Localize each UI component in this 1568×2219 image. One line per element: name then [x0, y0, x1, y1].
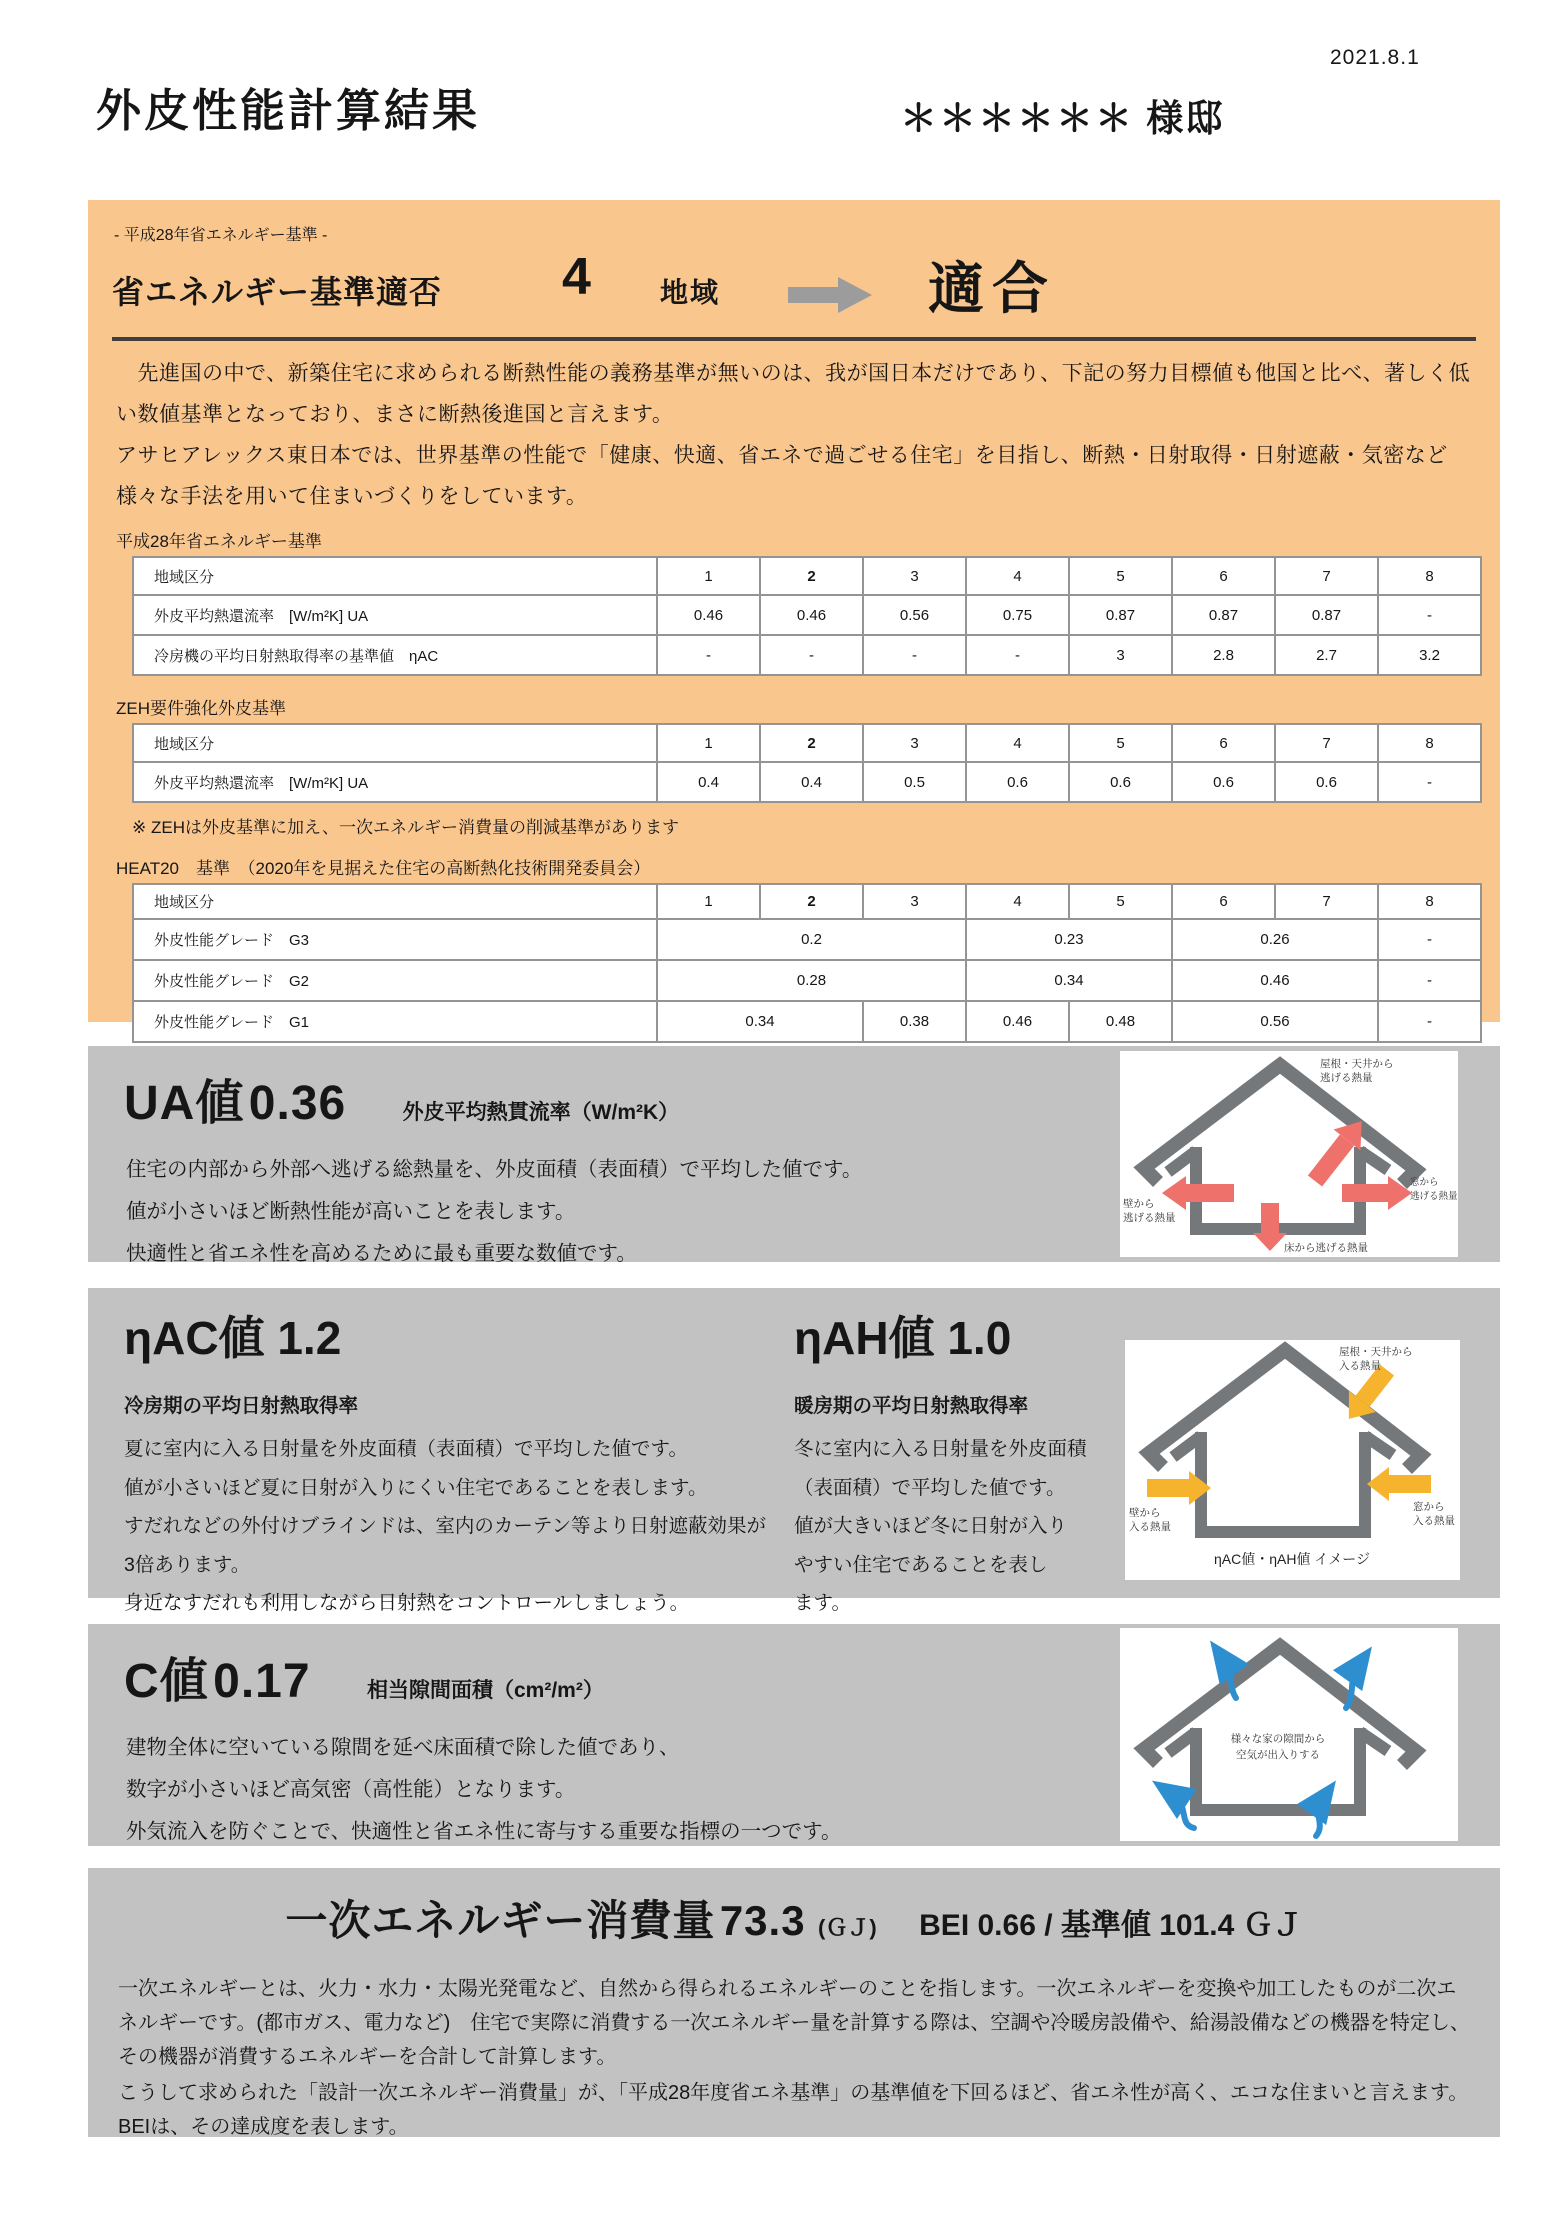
region-cell: 3: [863, 724, 966, 762]
region-cell: 5: [1069, 724, 1172, 762]
value-cell: -: [966, 635, 1069, 675]
eta-ah-desc-line: やすい住宅であることを表し: [794, 1553, 1048, 1576]
ua-desc-line: 快適性と省エネ性を高めるために最も重要な数値です。: [126, 1242, 637, 1265]
eta-ac-desc-line: 身近なすだれも利用しながら日射熱をコントロールしましょう。: [124, 1592, 690, 1614]
house-heat-loss-illustration: [1120, 1051, 1458, 1257]
value-cell: 0.34: [657, 1001, 863, 1042]
c-title: C値: [124, 1655, 209, 1708]
eta-ac-desc-line: 3倍あります。: [124, 1553, 251, 1576]
region-cell: 2: [760, 884, 863, 919]
table-row: [133, 635, 1481, 675]
row-label-cell: 外皮性能グレード G3: [133, 919, 657, 960]
value-cell: 2.7: [1275, 635, 1378, 675]
value-cell: -: [1378, 762, 1481, 802]
standards-panel: [88, 200, 1500, 1031]
region-cell: 4: [966, 884, 1069, 919]
table-row: [133, 919, 1481, 960]
region-cell: 5: [1069, 557, 1172, 595]
zeh-table-label: ZEH要件強化外皮基準: [116, 699, 286, 718]
table-row: [133, 960, 1481, 1001]
value-cell: 0.48: [1069, 1001, 1172, 1042]
region-cell: 2: [760, 557, 863, 595]
region-cell: 8: [1378, 557, 1481, 595]
table-row: [133, 557, 1481, 595]
value-cell: 0.6: [1069, 762, 1172, 802]
value-cell: 0.75: [966, 595, 1069, 635]
region-cell: 7: [1275, 724, 1378, 762]
standards-tagline: - 平成28年省エネルギー基準 -: [114, 227, 328, 244]
value-cell: -: [1378, 595, 1481, 635]
value-cell: 0.4: [657, 762, 760, 802]
eta-ac-description: [124, 1430, 784, 1623]
region-cell: 6: [1172, 557, 1275, 595]
ua-desc-line: 値が小さいほど断熱性能が高いことを表します。: [126, 1200, 576, 1223]
value-cell: 0.6: [966, 762, 1069, 802]
value-cell: -: [1378, 1001, 1481, 1042]
roof-gain-label: 入る熱量: [1339, 1360, 1381, 1372]
value-cell: -: [760, 635, 863, 675]
c-desc-line: 建物全体に空いている隙間を延べ床面積で除した値であり、: [126, 1736, 680, 1759]
eta-ah-column: [794, 1288, 1134, 1623]
value-cell: -: [657, 635, 760, 675]
region-cell: 1: [657, 884, 760, 919]
value-cell: 0.34: [966, 960, 1172, 1001]
energy-bei: BEI 0.66 / 基準値 101.4 ＧＪ: [919, 1909, 1303, 1942]
row-label-cell: 外皮性能グレード G2: [133, 960, 657, 1001]
heat-gain-diagram: [1125, 1340, 1460, 1580]
wall-loss-label: 逃げる熱量: [1123, 1212, 1176, 1224]
value-cell: 0.38: [863, 1001, 966, 1042]
region-cell: 2: [760, 724, 863, 762]
ua-title: UA値: [124, 1077, 245, 1130]
value-cell: 0.5: [863, 762, 966, 802]
house-heat-gain-illustration: [1125, 1340, 1460, 1580]
value-cell: 0.46: [760, 595, 863, 635]
eta-ac-column: [124, 1288, 784, 1623]
eta-ac-title: ηAC値: [124, 1312, 265, 1364]
wall-gain-label: 壁から: [1129, 1507, 1161, 1519]
house-walls: [1201, 1432, 1365, 1532]
zeh-table: [132, 723, 1482, 803]
divider: [112, 337, 1476, 341]
h28-table: [132, 556, 1482, 676]
value-cell: 3: [1069, 635, 1172, 675]
eta-ah-desc-line: 値が大きいほど冬に日射が入り: [794, 1515, 1068, 1537]
region-cell: 6: [1172, 884, 1275, 919]
eta-ac-desc-line: 値が小さいほど夏に日射が入りにくい住宅であることを表します。: [124, 1476, 708, 1499]
window-gain-label: 入る熱量: [1413, 1515, 1455, 1527]
region-cell: 3: [863, 884, 966, 919]
eta-ah-desc-line: ます。: [794, 1592, 851, 1614]
row-label-cell: 外皮性能グレード G1: [133, 1001, 657, 1042]
wall-loss-label: 壁から: [1123, 1198, 1155, 1210]
value-cell: 0.4: [760, 762, 863, 802]
h28-table-label: 平成28年省エネルギー基準: [116, 532, 322, 551]
energy-heading: [88, 1868, 1500, 1948]
ua-subtitle: 外皮平均熱貫流率（W/m²K）: [402, 1101, 680, 1124]
region-header-cell: 地域区分: [133, 884, 657, 919]
value-cell: -: [1378, 960, 1481, 1001]
value-cell: 0.46: [1172, 960, 1378, 1001]
eta-ah-desc-line: （表面積）で平均した値です。: [794, 1476, 1066, 1499]
eta-ac-desc-line: すだれなどの外付けブラインドは、室内のカーテン等より日射遮蔽効果が: [124, 1515, 766, 1537]
eta-ac-desc-line: 夏に室内に入る日射量を外皮面積（表面積）で平均した値です。: [124, 1438, 688, 1460]
row-label-cell: 冷房機の平均日射熱取得率の基準値 ηAC: [133, 635, 657, 675]
compliance-label: 省エネルギー基準適否: [112, 274, 443, 310]
value-cell: 0.46: [657, 595, 760, 635]
customer-name: ＊＊＊＊＊＊ 様邸: [900, 98, 1225, 139]
energy-unit: (ＧＪ): [818, 1915, 877, 1940]
table-row: [133, 884, 1481, 919]
compliance-result: 適合: [928, 257, 1056, 320]
value-cell: 0.46: [966, 1001, 1069, 1042]
table-row: [133, 1001, 1481, 1042]
air-leak-label: 様々な家の隙間から: [1230, 1733, 1326, 1745]
eta-ah-value: 1.0: [947, 1312, 1012, 1364]
eta-ah-heading: [794, 1288, 1134, 1368]
region-cell: 5: [1069, 884, 1172, 919]
roof-loss-label: 逃げる熱量: [1320, 1072, 1373, 1084]
region-cell: 4: [966, 724, 1069, 762]
c-desc-line: 外気流入を防ぐことで、快適性と省エネ性に寄与する重要な指標の一つです。: [126, 1820, 842, 1843]
air-arrow-floor-right-icon: [1316, 1800, 1322, 1836]
region-cell: 3: [863, 557, 966, 595]
energy-section: [88, 1868, 1500, 2137]
value-cell: 0.23: [966, 919, 1172, 960]
intro-paragraph-2: アサヒアレックス東日本では、世界基準の性能で「健康、快適、省エネで過ごせる住宅」を目指し、断熱・日射取得・日射遮蔽・気密など様々な手法を用いて住まいづくりをしています。: [116, 444, 1448, 508]
value-cell: 0.87: [1275, 595, 1378, 635]
ua-value: 0.36: [248, 1077, 347, 1130]
value-cell: 0.6: [1172, 762, 1275, 802]
energy-paragraph-1: 一次エネルギーとは、火力・水力・太陽光発電など、自然から得られるエネルギーのことを指します。一次エネルギーを変換や加工したものが二次エネルギーです。(都市ガス、電力など) 住宅で実際に消費する一次エネルギー量を計算する際は、空調や冷暖房設備や、給湯設備などの機器を特定し、その機器が消費するエネルギーを合計して計算します。: [118, 1978, 1470, 2068]
roof-gain-label: 屋根・天井から: [1339, 1346, 1413, 1358]
wall-gain-label: 入る熱量: [1129, 1521, 1171, 1533]
eta-section: [88, 1288, 1500, 1614]
region-header-cell: 地域区分: [133, 724, 657, 762]
value-cell: 0.87: [1172, 595, 1275, 635]
zeh-note: ※ ZEHは外皮基準に加え、一次エネルギー消費量の削減基準があります: [132, 818, 679, 837]
value-cell: 0.6: [1275, 762, 1378, 802]
region-cell: 4: [966, 557, 1069, 595]
energy-title: 一次エネルギー消費量: [285, 1897, 716, 1944]
intro-paragraph-1: 先進国の中で、新築住宅に求められる断熱性能の義務基準が無いのは、我が国日本だけであり、下記の努力目標値も他国と比べ、著しく低い数値基準となっており、まさに断熱後進国と言えます。: [116, 362, 1471, 426]
air-leak-diagram: [1120, 1628, 1458, 1841]
value-cell: 0.56: [863, 595, 966, 635]
value-cell: 0.87: [1069, 595, 1172, 635]
eta-ah-desc-line: 冬に室内に入る日射量を外皮面積: [794, 1438, 1087, 1460]
region-cell: 8: [1378, 884, 1481, 919]
region-cell: 6: [1172, 724, 1275, 762]
row-label-cell: 外皮平均熱還流率 [W/m²K] UA: [133, 595, 657, 635]
energy-paragraph-2: こうして求められた「設計一次エネルギー消費量」が、「平成28年度省エネ基準」の基準値を下回るほど、省エネ性が高く、エコな住まいと言えます。BEIは、その達成度を表します。: [118, 2082, 1469, 2138]
region-cell: 7: [1275, 557, 1378, 595]
window-loss-label: 窓から: [1410, 1177, 1439, 1188]
value-cell: 3.2: [1378, 635, 1481, 675]
value-cell: 0.2: [657, 919, 966, 960]
energy-value: 73.3: [719, 1897, 806, 1944]
roof-loss-label: 屋根・天井から: [1320, 1058, 1394, 1070]
eta-diagram-caption: ηAC値・ηAH値 イメージ: [1214, 1551, 1370, 1567]
value-cell: -: [863, 635, 966, 675]
page-title: 外皮性能計算結果: [96, 85, 481, 136]
floor-loss-label: 床から逃げる熱量: [1284, 1242, 1368, 1254]
table-row: [133, 762, 1481, 802]
value-cell: -: [1378, 919, 1481, 960]
eta-ac-subtitle: 冷房期の平均日射熱取得率: [124, 1395, 359, 1417]
c-section: [88, 1624, 1500, 1846]
eta-ac-heading: [124, 1288, 784, 1368]
report-date: 2021.8.1: [1330, 46, 1420, 69]
region-number: 4: [562, 248, 591, 306]
c-subtitle: 相当隙間面積（cm²/m²）: [367, 1679, 604, 1702]
eta-ac-value: 1.2: [277, 1312, 342, 1364]
heat20-table-label: HEAT20 基準 （2020年を見据えた住宅の高断熱化技術開発委員会）: [116, 859, 651, 878]
heat20-table: [132, 883, 1482, 1043]
region-header-cell: 地域区分: [133, 557, 657, 595]
c-desc-line: 数字が小さいほど高気密（高性能）となります。: [126, 1778, 576, 1801]
region-cell: 1: [657, 724, 760, 762]
sun-arrow-window-icon: [1367, 1467, 1431, 1501]
row-label-cell: 外皮平均熱還流率 [W/m²K] UA: [133, 762, 657, 802]
arrow-right-icon: [788, 273, 874, 317]
value-cell: 2.8: [1172, 635, 1275, 675]
window-gain-label: 窓から: [1413, 1501, 1445, 1513]
air-leak-label: 空気が出入りする: [1236, 1749, 1320, 1761]
ua-section: [88, 1046, 1500, 1265]
region-cell: 8: [1378, 724, 1481, 762]
table-row: [133, 724, 1481, 762]
eta-ah-title: ηAH値: [794, 1312, 935, 1364]
region-label: 地域: [660, 277, 721, 308]
ua-desc-line: 住宅の内部から外部へ逃げる総熱量を、外皮面積（表面積）で平均した値です。: [126, 1158, 863, 1181]
table-row: [133, 595, 1481, 635]
region-cell: 7: [1275, 884, 1378, 919]
c-value: 0.17: [213, 1655, 311, 1708]
eta-ah-description: [794, 1430, 1134, 1623]
heat-loss-diagram: [1120, 1051, 1458, 1257]
window-loss-label: 逃げる熱量: [1410, 1191, 1458, 1202]
compliance-row: [88, 245, 1500, 337]
value-cell: 0.28: [657, 960, 966, 1001]
value-cell: 0.26: [1172, 919, 1378, 960]
region-cell: 1: [657, 557, 760, 595]
eta-ah-subtitle: 暖房期の平均日射熱取得率: [794, 1395, 1029, 1417]
house-air-leak-illustration: [1120, 1628, 1458, 1841]
value-cell: 0.56: [1172, 1001, 1378, 1042]
